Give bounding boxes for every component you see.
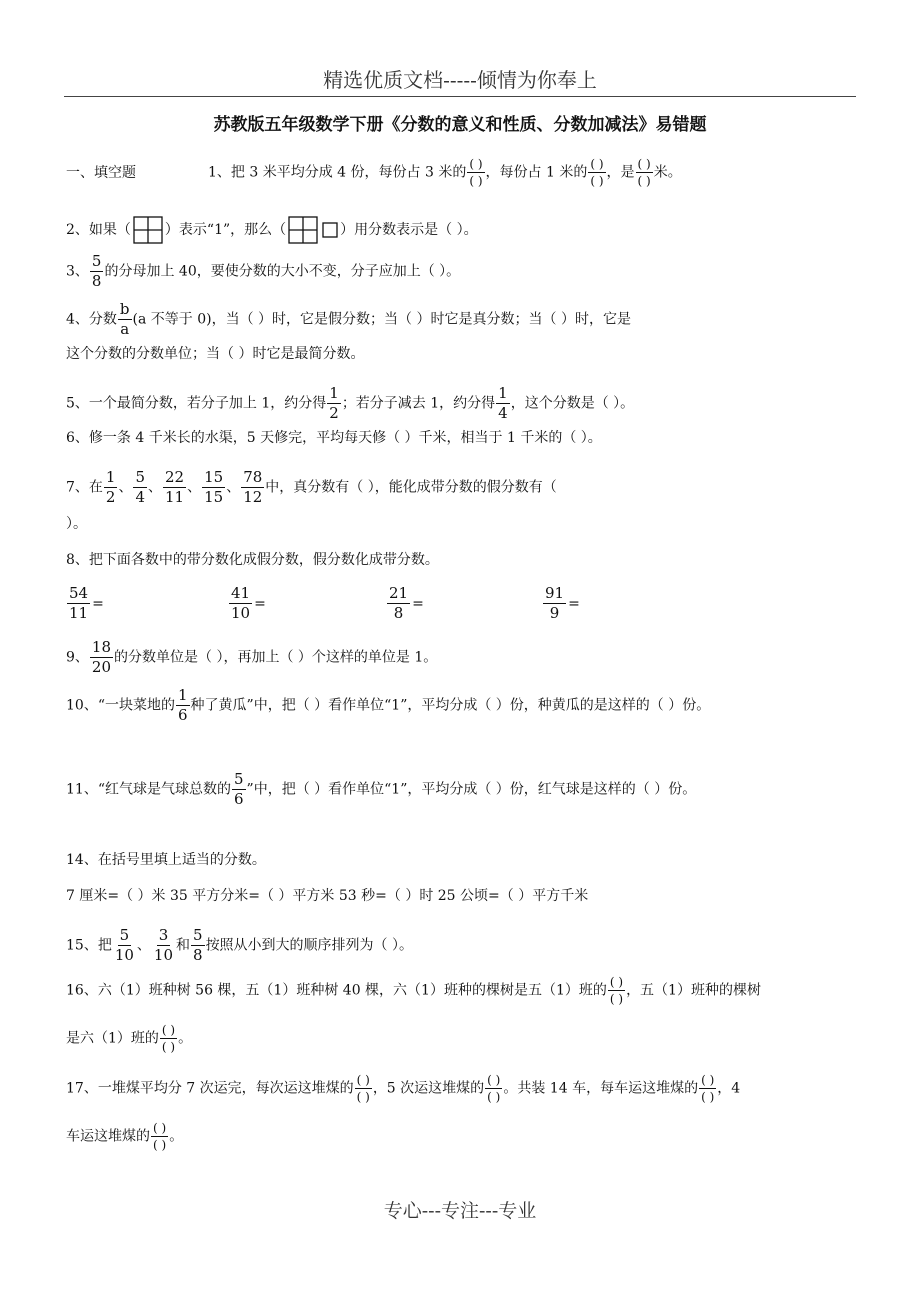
fraction: $\frac{b}{a}$ [119, 300, 130, 338]
fraction: $\frac{22}{11}$ [165, 468, 185, 506]
fraction: $\frac{5}{8}$ [91, 252, 102, 290]
question-10: 10、“一块菜地的 $\frac{1}{6}$ 种了黄瓜”中，把（ ）看作单位“1”，平均分成（ ）份，种黄瓜的是这样的（ ）份。 [66, 686, 711, 724]
question-17-cont: 车运这堆煤的 $\frac{( )}{( )}$ 。 [66, 1121, 184, 1152]
blank-fraction[interactable]: $\frac{( )}{( )}$ [153, 1121, 167, 1152]
fraction: $\frac{1}{4}$ [498, 384, 508, 422]
question-9: 9、 $\frac{18}{20}$ 的分数单位是（ ），再加上（ ）个这样的单位是 1。 [66, 638, 438, 676]
blank-fraction[interactable]: $\frac{( )}{( )}$ [356, 1073, 370, 1104]
fraction: $\frac{15}{15}$ [204, 468, 224, 506]
question-7-cont: ）。 [66, 516, 87, 532]
question-2: 2、如果（ ）表示“1”，那么（ ）用分数表示是（ ）。 [66, 216, 856, 244]
question-1: 一、填空题 1、把 3 米平均分成 4 份，每份占 3 米的 $\frac{( )}{( )}$ ，每份占 1 米的 $\frac{( )}{( )}$ ，是 $\frac{( )}{( )}$ 米。 [66, 157, 682, 188]
fraction: $\frac{18}{20}$ [91, 638, 112, 676]
question-4-cont: 这个分数的分数单位；当（ ）时它是最简分数。 [66, 346, 365, 362]
worksheet-title: 苏教版五年级数学下册《分数的意义和性质、分数加减法》易错题 [213, 115, 707, 135]
fraction-item[interactable]: $\frac{91}{9}$ = [545, 584, 580, 622]
fraction: $\frac{5}{6}$ [233, 770, 244, 808]
blank-fraction[interactable]: $\frac{( )}{( )}$ [487, 1073, 501, 1104]
question-5: 5、一个最简分数，若分子加上 1，约分得 $\frac{1}{2}$ ；若分子减去 1，约分得 $\frac{1}{4}$ ，这个分数是（ ）。 [66, 384, 635, 422]
blank-fraction[interactable]: $\frac{( )}{( )}$ [609, 975, 624, 1006]
blank-fraction[interactable]: $\frac{( )}{( )}$ [637, 157, 651, 188]
fraction: $\frac{1}{2}$ [105, 468, 116, 506]
fraction: $\frac{5}{10}$ [114, 926, 134, 964]
question-17: 17、一堆煤平均分 7 次运完，每次运这堆煤的 $\frac{( )}{( )}$ ，5 次运这堆煤的 $\frac{( )}{( )}$ 。共装 14 车，每车运这堆煤的 $\frac{( )}{( )}$ ，4 [66, 1073, 741, 1104]
question-14-items: 7 厘米=（ ）米 35 平方分米=（ ）平方米 53 秒=（ ）时 25 公顷=（ ）平方千米 [66, 888, 589, 904]
blank-fraction[interactable]: $\frac{( )}{( )}$ [469, 157, 483, 188]
fraction-item[interactable]: $\frac{54}{11}$ = [69, 584, 104, 622]
fraction: $\frac{78}{12}$ [243, 468, 263, 506]
blank-fraction[interactable]: $\frac{( )}{( )}$ [701, 1073, 715, 1104]
page-footer: 专心---专注---专业 [383, 1200, 537, 1222]
page-header: 精选优质文档-----倾情为你奉上 [323, 68, 597, 92]
section-label: 一、填空题 [66, 164, 136, 181]
single-square-icon [322, 222, 338, 238]
question-16-cont: 是六（1）班的 $\frac{( )}{( )}$ 。 [66, 1023, 193, 1054]
four-square-grid-icon [288, 216, 318, 244]
question-3: 3、 $\frac{5}{8}$ 的分母加上 40，要使分数的大小不变，分子应加上（ ）。 [66, 252, 461, 290]
question-14: 14、在括号里填上适当的分数。 [66, 852, 266, 868]
question-6: 6、修一条 4 千米长的水渠，5 天修完，平均每天修（ ）千米，相当于 1 千米的（ ）。 [66, 430, 602, 446]
question-16: 16、六（1）班种树 56 棵，五（1）班种树 40 棵，六（1）班种的棵树是五（1）班的 $\frac{( )}{( )}$ ，五（1）班种的棵树 [66, 975, 761, 1006]
question-8: 8、把下面各数中的带分数化成假分数，假分数化成带分数。 [66, 552, 439, 568]
blank-fraction[interactable]: $\frac{( )}{( )}$ [590, 157, 604, 188]
header-divider [64, 96, 856, 97]
fraction-item[interactable]: $\frac{21}{8}$ = [389, 584, 424, 622]
fraction: $\frac{5}{8}$ [193, 926, 203, 964]
question-15: 15、把 $\frac{5}{10}$ 、 $\frac{3}{10}$ 和 $\frac{5}{8}$ 按照从小到大的顺序排列为（ ）。 [66, 926, 414, 964]
question-11: 11、“红气球是气球总数的 $\frac{5}{6}$ ”中，把（ ）看作单位“1”，平均分成（ ）份，红气球是这样的（ ）份。 [66, 770, 697, 808]
fraction-item[interactable]: $\frac{41}{10}$ = [231, 584, 266, 622]
fraction: $\frac{5}{4}$ [135, 468, 146, 506]
fraction: $\frac{1}{6}$ [177, 686, 188, 724]
question-4: 4、分数 $\frac{b}{a}$ (a 不等于 0)，当（ ）时，它是假分数；当（ ）时它是真分数；当（ ）时，它是 [66, 300, 631, 338]
four-square-grid-icon [133, 216, 163, 244]
fraction: $\frac{1}{2}$ [329, 384, 339, 422]
blank-fraction[interactable]: $\frac{( )}{( )}$ [161, 1023, 176, 1054]
fraction: $\frac{3}{10}$ [153, 926, 174, 964]
question-7: 7、在 $\frac{1}{2}$ 、 $\frac{5}{4}$ 、 $\frac{22}{11}$ 、 $\frac{15}{15}$ 、 $\frac{78}{12}$ 中，真分数有（ ），能化成带分数的假分数有（ [66, 468, 557, 506]
